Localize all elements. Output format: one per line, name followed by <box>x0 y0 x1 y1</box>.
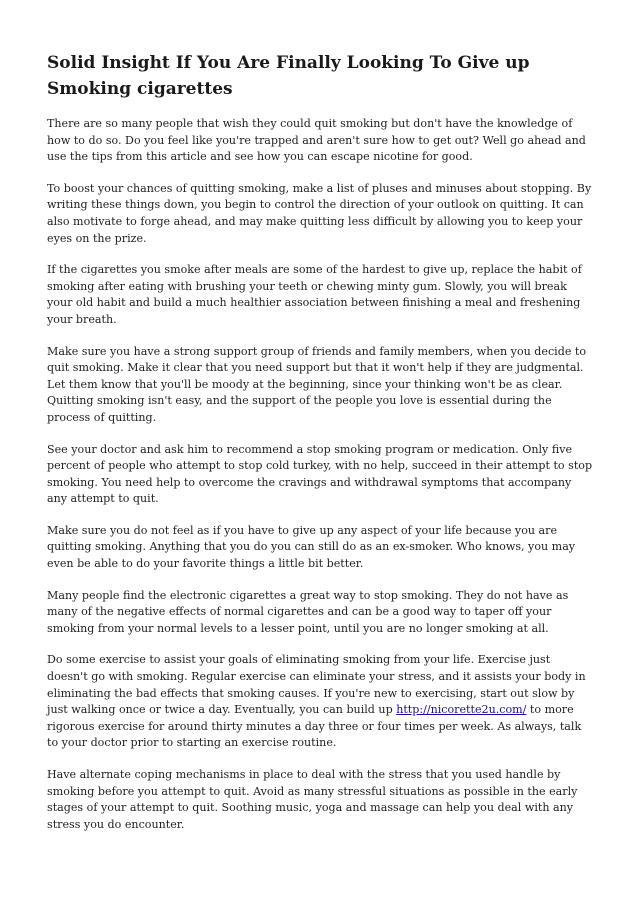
paragraph-doctor: See your doctor and ask him to recommend a stop smoking program or medication. Only five percent of people who attempt to stop cold turkey, with no help, succeed in their attempt to stop smoking. You need help to overcome the cravings and withdrawal symptoms that accompany any attempt to quit. <box>47 442 593 506</box>
paragraph-coping-mechanisms: Have alternate coping mechanisms in place to deal with the stress that you used handle by smoking before you attempt to quit. Avoid as many stressful situations as possible in the early stages of your attempt to quit. Soothing music, yoga and massage can help you deal with any stress you do encounter. <box>47 768 578 831</box>
paragraph-after-meals: If the cigarettes you smoke after meals are some of the hardest to give up, replace the habit of smoking after eating with brushing your teeth or chewing minty gum. Slowly, you will break your old habit and build a much healthier association between finishing a meal and freshening your breath. <box>47 263 582 326</box>
exercise-text-after-link: to more rigorous exercise for around thirty minutes a day three or four times per week. As always, talk to your doctor prior to starting an exercise routine. <box>47 703 582 750</box>
page-title: Solid Insight If You Are Finally Looking To Give up Smoking cigarettes <box>47 53 530 99</box>
paragraph-exercise <box>47 652 593 752</box>
exercise-text-before-link: Do some exercise to assist your goals of eliminating smoking from your life. Exercise just doesn't go with smoking. Regular exercise can eliminate your stress, and it assists your body in eliminating the bad effects that smoking causes. If you're new to exercising, start out slow by just walking once or twice a day. Eventually, you can build up <box>47 653 586 717</box>
nicorette-link[interactable]: http://nicorette2u.com/ <box>396 703 527 717</box>
paragraph-support-group: Make sure you have a strong support group of friends and family members, when you decide to quit smoking. Make it clear that you need support but that it won't help if they are judgmental. Let them know that you'll be moody at the beginning, since your thinking won't be as clear. Quitting smoking isn't easy, and the support of the people you love is essential during the process of quitting. <box>47 344 587 424</box>
document-page <box>47 50 593 848</box>
paragraph-intro: There are so many people that wish they could quit smoking but don't have the knowledge of how to do so. Do you feel like you're trapped and aren't sure how to get out? Well go ahead and use the tips from this article and see how you can escape nicotine for good. <box>47 117 586 164</box>
paragraph-pluses-minuses: To boost your chances of quitting smoking, make a list of pluses and minuses about stopping. By writing these things down, you begin to control the direction of your outlook on quitting. It can also motivate to forge ahead, and may make quitting less difficult by allowing you to keep your eyes on the prize. <box>47 181 592 245</box>
paragraph-electronic-cigarettes: Many people find the electronic cigarettes a great way to stop smoking. They do not have as many of the negative effects of normal cigarettes and can be a good way to taper off your smoking from your normal levels to a lesser point, until you are no longer smoking at all. <box>47 588 569 635</box>
paragraph-life-aspects: Make sure you do not feel as if you have to give up any aspect of your life because you are quitting smoking. Anything that you do you can still do as an ex-smoker. Who knows, you may even be able to do your favorite things a little bit better. <box>47 523 576 571</box>
